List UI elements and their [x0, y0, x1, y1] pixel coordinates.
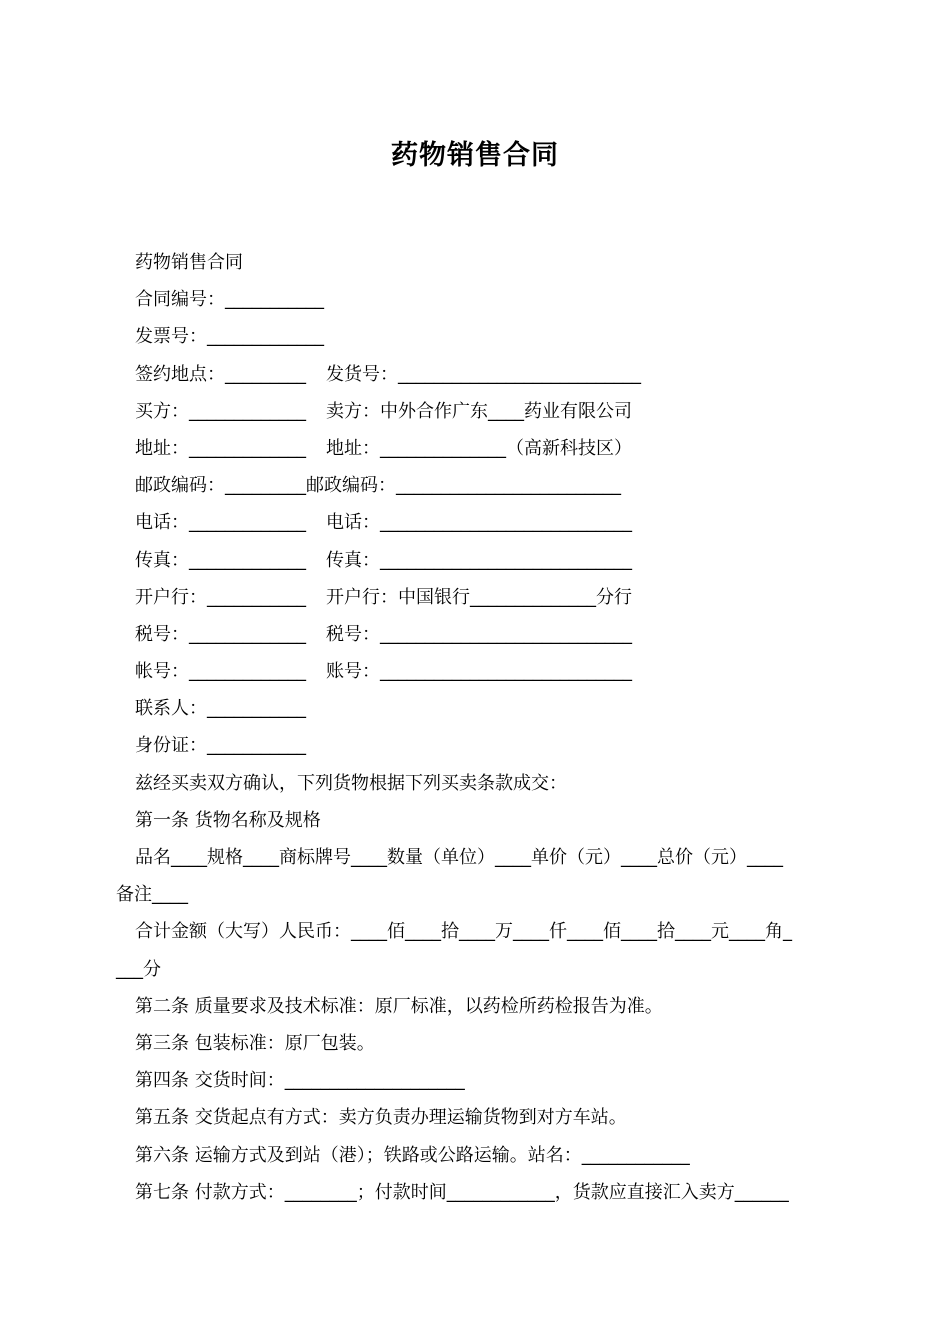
- clause-2-text: 第二条 质量要求及技术标准：原厂标准，以药检所药检报告为准。: [135, 995, 663, 1017]
- account-line: [116, 653, 836, 690]
- total-amount-continued-line: [116, 951, 836, 988]
- clause-7-text: 第七条 付款方式：________；付款时间____________，货款应直接汇入卖方______: [135, 1181, 789, 1203]
- id-card-field: 身份证：___________: [135, 735, 306, 757]
- shipment-number-field: 发货号：___________________________: [326, 363, 641, 385]
- buyer-fax-field: 传真：_____________: [135, 549, 306, 571]
- parties-line: [116, 393, 836, 430]
- contract-number-field: 合同编号：___________: [135, 289, 324, 311]
- clause-7-line: [116, 1174, 836, 1211]
- total-amount-field: 合计金额（大写）人民币：____佰____拾____万____仟____佰____拾____元____角_: [135, 921, 792, 943]
- preamble-text: 兹经买卖双方确认，下列货物根据下列买卖条款成交：: [135, 772, 567, 794]
- contract-heading: 药物销售合同: [135, 252, 243, 273]
- remarks-field: 备注____: [116, 884, 188, 906]
- contact-line: [116, 690, 836, 727]
- item-line: [116, 839, 836, 876]
- invoice-number-line: [116, 318, 836, 355]
- seller-account-field: 账号：____________________________: [326, 661, 632, 683]
- buyer-account-field: 帐号：_____________: [135, 661, 306, 683]
- invoice-number-field: 发票号：_____________: [135, 326, 324, 348]
- buyer-tax-field: 税号：_____________: [135, 623, 306, 645]
- clause-5-line: [116, 1099, 836, 1136]
- total-amount-cents-field: ___分: [116, 958, 161, 980]
- seller-tax-field: 税号：____________________________: [326, 623, 632, 645]
- contract-heading-line: [116, 244, 836, 281]
- id-card-line: [116, 727, 836, 764]
- seller-phone-field: 电话：____________________________: [326, 512, 632, 534]
- buyer-field: 买方：_____________: [135, 400, 306, 422]
- contact-person-field: 联系人：___________: [135, 698, 306, 720]
- clause-5-text: 第五条 交货起点有方式：卖方负责办理运输货物到对方车站。: [135, 1107, 627, 1129]
- phone-line: [116, 504, 836, 541]
- clause-4-line: [116, 1062, 836, 1099]
- postal-code-line: [116, 467, 836, 504]
- buyer-address-field: 地址：_____________: [135, 437, 306, 459]
- contract-number-line: [116, 281, 836, 318]
- clause-3-text: 第三条 包装标准：原厂包装。: [135, 1032, 375, 1054]
- clause-1-heading: 第一条 货物名称及规格: [135, 809, 321, 831]
- tax-number-line: [116, 616, 836, 653]
- seller-field: 卖方：中外合作广东____药业有限公司: [326, 400, 632, 422]
- clause-2-line: [116, 988, 836, 1025]
- postal-code-fields: 邮政编码：_________邮政编码：_________________________: [135, 475, 621, 497]
- document-title: 药物销售合同: [391, 140, 559, 171]
- item-fields: 品名____规格____商标牌号____数量（单位）____单价（元）____总价（元）____: [135, 847, 783, 868]
- seller-fax-field: 传真：____________________________: [326, 549, 632, 571]
- document-body: [116, 244, 836, 1211]
- remarks-line: [116, 876, 836, 913]
- signing-place-field: 签约地点：_________: [135, 363, 306, 385]
- buyer-phone-field: 电话：_____________: [135, 512, 306, 534]
- clause-3-line: [116, 1025, 836, 1062]
- address-line: [116, 430, 836, 467]
- seller-bank-field: 开户行：中国银行______________分行: [326, 586, 632, 608]
- seller-address-field: 地址：______________（高新科技区）: [326, 437, 632, 459]
- buyer-bank-field: 开户行：___________: [135, 586, 306, 608]
- clause-1-heading-line: [116, 802, 836, 839]
- total-amount-line: [116, 913, 836, 950]
- signing-place-line: [116, 356, 836, 393]
- bank-line: [116, 579, 836, 616]
- clause-6-line: [116, 1137, 836, 1174]
- fax-line: [116, 542, 836, 579]
- preamble-line: [116, 765, 836, 802]
- clause-6-text: 第六条 运输方式及到站（港）；铁路或公路运输。站名：____________: [135, 1144, 690, 1166]
- clause-4-text: 第四条 交货时间：____________________: [135, 1070, 465, 1092]
